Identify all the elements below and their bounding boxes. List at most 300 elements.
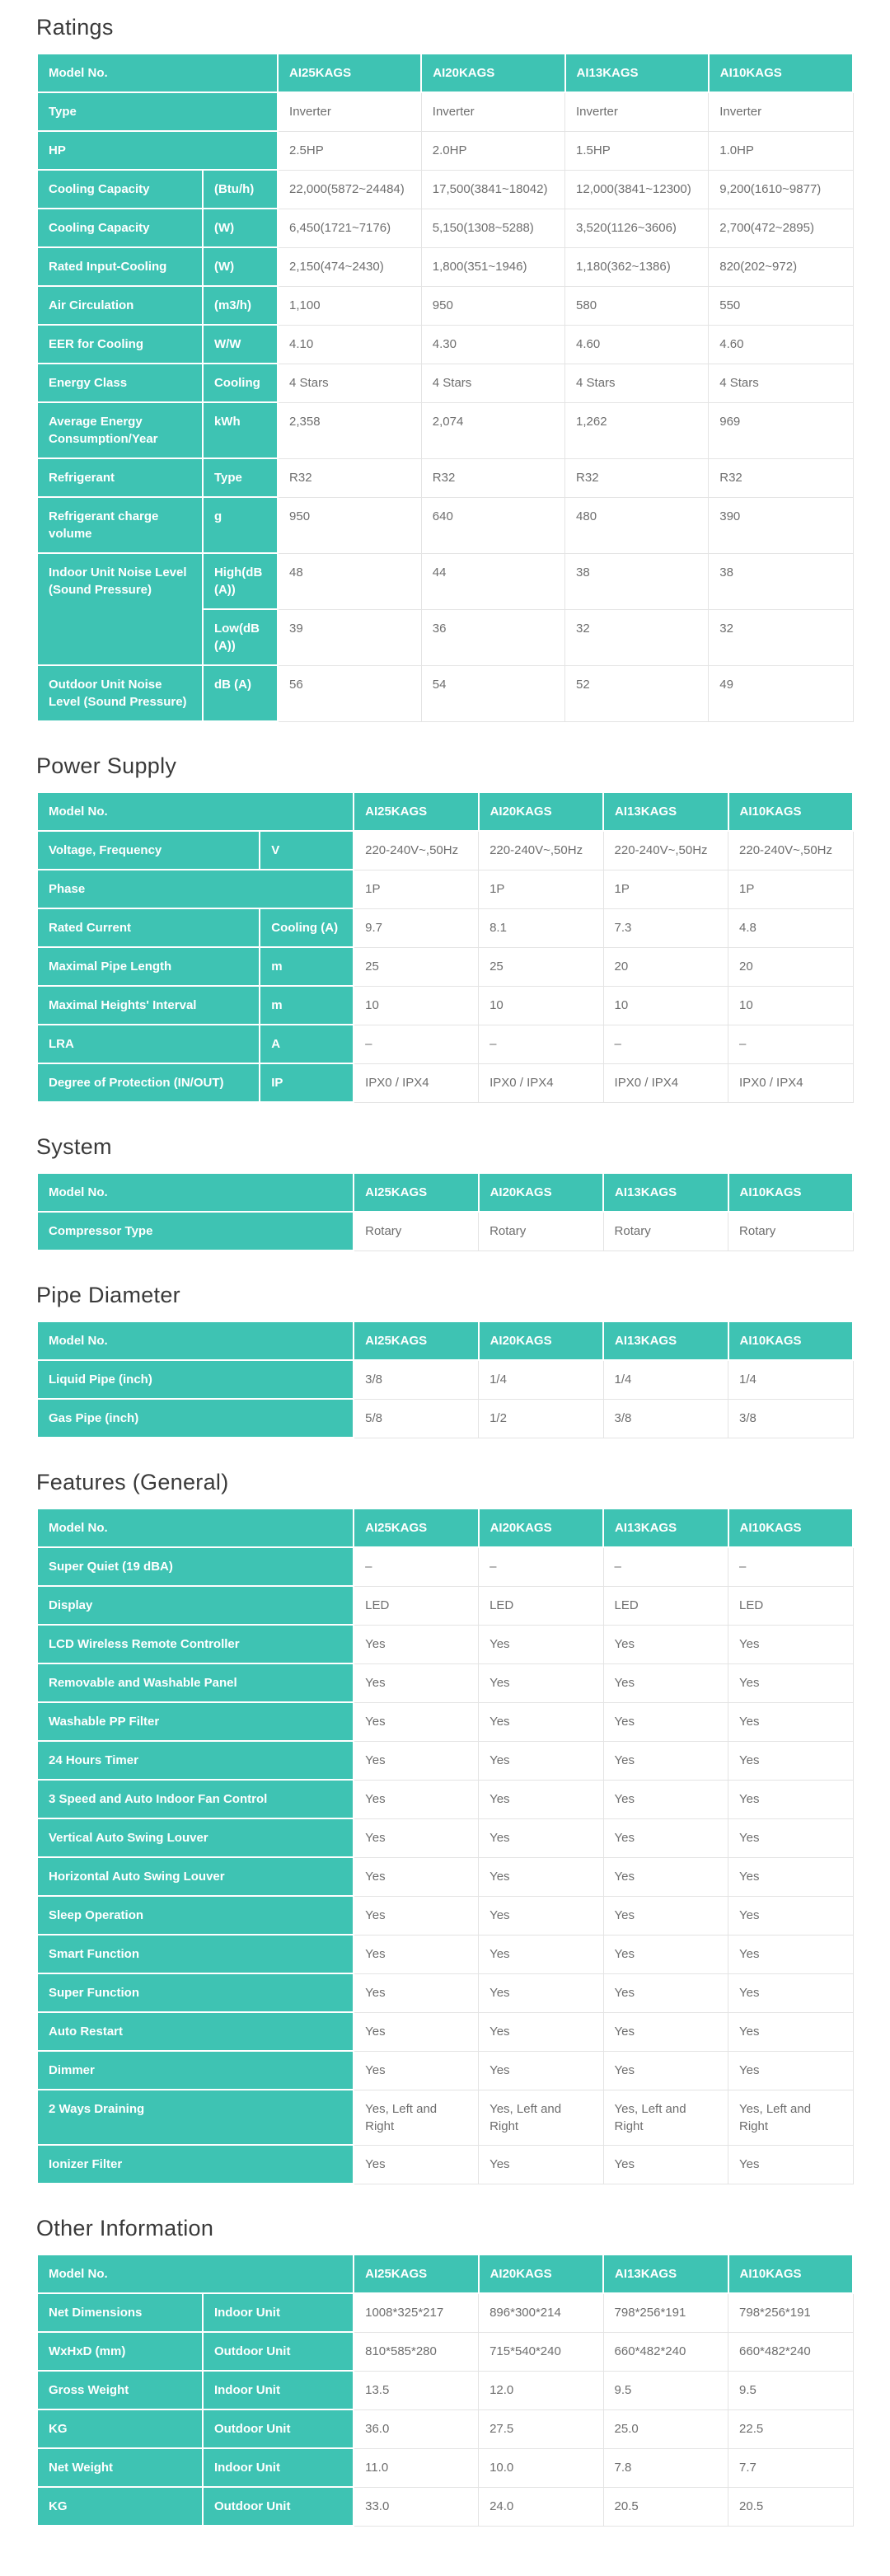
spec-value: Yes, Left and Right — [728, 2090, 853, 2145]
row-sublabel: (W) — [203, 247, 278, 286]
spec-value: 39 — [278, 609, 421, 665]
spec-sections — [36, 15, 854, 2527]
section-title: System — [36, 1134, 112, 1159]
row-sublabel: High(dB (A)) — [203, 553, 278, 609]
model-name: AI25KAGS — [278, 54, 421, 92]
row-label: Voltage, Frequency — [37, 831, 260, 870]
row-sublabel: (Btu/h) — [203, 170, 278, 209]
row-sublabel: IP — [260, 1063, 354, 1102]
model-header-label: Model No. — [37, 54, 278, 92]
spec-row — [37, 2051, 853, 2090]
spec-value: 25 — [479, 947, 603, 986]
spec-row — [37, 1818, 853, 1857]
row-label: Energy Class — [37, 364, 203, 402]
spec-value: 20.5 — [603, 2487, 728, 2526]
spec-value: 950 — [421, 286, 564, 325]
spec-value: 220-240V~,50Hz — [354, 831, 478, 870]
spec-value: – — [728, 1547, 853, 1586]
spec-row — [37, 131, 853, 170]
row-label: Rated Current — [37, 908, 260, 947]
row-label: Gas Pipe (inch) — [37, 1399, 354, 1438]
spec-value: 2,358 — [278, 402, 421, 458]
spec-value: 896*300*214 — [479, 2293, 603, 2332]
spec-row — [37, 1025, 853, 1063]
spec-value: Yes — [728, 2012, 853, 2051]
spec-row — [37, 1896, 853, 1935]
model-name: AI25KAGS — [354, 1173, 478, 1212]
spec-row — [37, 2409, 853, 2448]
spec-page — [36, 15, 854, 2527]
row-sublabel: (W) — [203, 209, 278, 247]
model-name: AI10KAGS — [728, 1173, 853, 1212]
spec-value: Yes — [603, 1935, 728, 1973]
row-sublabel: Type — [203, 458, 278, 497]
spec-value: Yes — [354, 1857, 478, 1896]
spec-row — [37, 947, 853, 986]
row-label: Maximal Heights' Interval — [37, 986, 260, 1025]
model-name: AI25KAGS — [354, 1509, 478, 1547]
spec-value: Yes — [354, 2051, 478, 2090]
spec-value: 715*540*240 — [479, 2332, 603, 2371]
spec-value: R32 — [565, 458, 709, 497]
spec-value: Yes — [479, 2145, 603, 2184]
row-label: Super Quiet (19 dBA) — [37, 1547, 354, 1586]
spec-value: Yes — [603, 1702, 728, 1741]
spec-value: Yes — [728, 1663, 853, 1702]
spec-value: 22.5 — [728, 2409, 853, 2448]
spec-value: Yes — [603, 1973, 728, 2012]
spec-row — [37, 870, 853, 908]
row-label: 3 Speed and Auto Indoor Fan Control — [37, 1780, 354, 1818]
spec-row — [37, 1212, 853, 1250]
spec-row — [37, 1586, 853, 1625]
spec-value: 32 — [565, 609, 709, 665]
row-sublabel: V — [260, 831, 354, 870]
spec-value: – — [354, 1025, 478, 1063]
model-name: AI13KAGS — [565, 54, 709, 92]
model-name: AI20KAGS — [479, 1321, 603, 1360]
spec-table-other-information — [36, 2254, 854, 2527]
spec-value: 550 — [709, 286, 853, 325]
model-name: AI10KAGS — [709, 54, 853, 92]
row-label: KG — [37, 2487, 203, 2526]
spec-row — [37, 1399, 853, 1438]
spec-value: 1008*325*217 — [354, 2293, 478, 2332]
row-sublabel: kWh — [203, 402, 278, 458]
spec-row — [37, 665, 853, 721]
spec-row — [37, 1360, 853, 1399]
section-ratings — [36, 15, 854, 722]
spec-value: 7.7 — [728, 2448, 853, 2487]
spec-row — [37, 2448, 853, 2487]
section-title: Pipe Diameter — [36, 1283, 180, 1307]
spec-value: Yes — [479, 1896, 603, 1935]
spec-value: Yes — [603, 2012, 728, 2051]
row-sublabel: Low(dB (A)) — [203, 609, 278, 665]
spec-value: 969 — [709, 402, 853, 458]
row-label: Super Function — [37, 1973, 354, 2012]
spec-value: 4.8 — [728, 908, 853, 947]
spec-value: – — [354, 1547, 478, 1586]
spec-value: 20.5 — [728, 2487, 853, 2526]
spec-row — [37, 2090, 853, 2145]
spec-value: 220-240V~,50Hz — [479, 831, 603, 870]
spec-value: 4 Stars — [565, 364, 709, 402]
model-name: AI10KAGS — [728, 1509, 853, 1547]
spec-value: 820(202~972) — [709, 247, 853, 286]
row-sublabel: Outdoor Unit — [203, 2487, 354, 2526]
row-label: Liquid Pipe (inch) — [37, 1360, 354, 1399]
row-label: Cooling Capacity — [37, 170, 203, 209]
spec-value: 48 — [278, 553, 421, 609]
spec-value: Yes, Left and Right — [354, 2090, 478, 2145]
spec-value: 9,200(1610~9877) — [709, 170, 853, 209]
spec-value: 2.5HP — [278, 131, 421, 170]
spec-value: 10 — [479, 986, 603, 1025]
model-header-label: Model No. — [37, 1509, 354, 1547]
model-name: AI13KAGS — [603, 1321, 728, 1360]
spec-value: Yes — [603, 2145, 728, 2184]
spec-value: 56 — [278, 665, 421, 721]
spec-value: LED — [603, 1586, 728, 1625]
spec-value: 1.5HP — [565, 131, 709, 170]
row-label: Air Circulation — [37, 286, 203, 325]
spec-row — [37, 170, 853, 209]
spec-value: 4 Stars — [278, 364, 421, 402]
row-label: Compressor Type — [37, 1212, 354, 1250]
spec-value: Yes — [479, 2012, 603, 2051]
row-label: Rated Input-Cooling — [37, 247, 203, 286]
spec-value: Yes — [603, 1741, 728, 1780]
row-label: 2 Ways Draining — [37, 2090, 354, 2145]
model-header-row — [37, 1509, 853, 1547]
spec-value: 3/8 — [728, 1399, 853, 1438]
spec-value: Yes — [479, 1625, 603, 1663]
spec-value: Yes — [354, 2145, 478, 2184]
spec-row — [37, 986, 853, 1025]
spec-value: Yes — [354, 1625, 478, 1663]
spec-value: 27.5 — [479, 2409, 603, 2448]
row-label: KG — [37, 2409, 203, 2448]
spec-value: R32 — [278, 458, 421, 497]
spec-value: 660*482*240 — [603, 2332, 728, 2371]
spec-value: R32 — [421, 458, 564, 497]
model-header-row — [37, 1173, 853, 1212]
spec-row — [37, 831, 853, 870]
row-label: Horizontal Auto Swing Louver — [37, 1857, 354, 1896]
spec-row — [37, 1063, 853, 1102]
spec-value: 810*585*280 — [354, 2332, 478, 2371]
section-pipe-diameter — [36, 1283, 854, 1438]
spec-value: Yes — [728, 2145, 853, 2184]
spec-value: Yes, Left and Right — [479, 2090, 603, 2145]
spec-value: 54 — [421, 665, 564, 721]
section-title: Ratings — [36, 15, 114, 40]
spec-value: 9.5 — [728, 2371, 853, 2409]
spec-value: IPX0 / IPX4 — [728, 1063, 853, 1102]
spec-value: 580 — [565, 286, 709, 325]
row-sublabel: m — [260, 947, 354, 986]
spec-value: 8.1 — [479, 908, 603, 947]
spec-value: Inverter — [709, 92, 853, 131]
model-name: AI20KAGS — [479, 1509, 603, 1547]
spec-value: 1P — [603, 870, 728, 908]
spec-row — [37, 247, 853, 286]
spec-row — [37, 1663, 853, 1702]
spec-value: 7.3 — [603, 908, 728, 947]
spec-row — [37, 458, 853, 497]
spec-value: 38 — [709, 553, 853, 609]
spec-value: 11.0 — [354, 2448, 478, 2487]
row-label: Display — [37, 1586, 354, 1625]
spec-row — [37, 1625, 853, 1663]
row-sublabel: Indoor Unit — [203, 2293, 354, 2332]
model-name: AI13KAGS — [603, 1509, 728, 1547]
spec-value: 38 — [565, 553, 709, 609]
spec-value: Yes — [603, 1857, 728, 1896]
spec-value: 5/8 — [354, 1399, 478, 1438]
model-header-label: Model No. — [37, 792, 354, 831]
row-label: Smart Function — [37, 1935, 354, 1973]
spec-row — [37, 1857, 853, 1896]
spec-row — [37, 364, 853, 402]
model-name: AI20KAGS — [479, 2255, 603, 2293]
spec-row — [37, 2332, 853, 2371]
spec-value: 44 — [421, 553, 564, 609]
row-label: Average Energy Consumption/Year — [37, 402, 203, 458]
spec-value: 36 — [421, 609, 564, 665]
row-label: HP — [37, 131, 278, 170]
spec-value: 3,520(1126~3606) — [565, 209, 709, 247]
spec-value: LED — [728, 1586, 853, 1625]
row-sublabel: W/W — [203, 325, 278, 364]
spec-value: 17,500(3841~18042) — [421, 170, 564, 209]
spec-value: Yes — [479, 1818, 603, 1857]
spec-value: Inverter — [565, 92, 709, 131]
spec-value: 13.5 — [354, 2371, 478, 2409]
spec-row — [37, 1702, 853, 1741]
row-sublabel: Cooling — [203, 364, 278, 402]
spec-value: Yes — [728, 1625, 853, 1663]
spec-value: Rotary — [728, 1212, 853, 1250]
model-name: AI10KAGS — [728, 792, 853, 831]
spec-value: 1,100 — [278, 286, 421, 325]
spec-table-power-supply — [36, 791, 854, 1103]
model-name: AI10KAGS — [728, 1321, 853, 1360]
spec-value: Yes — [354, 2012, 478, 2051]
spec-value: Yes — [728, 1741, 853, 1780]
spec-value: 25.0 — [603, 2409, 728, 2448]
spec-value: 52 — [565, 665, 709, 721]
spec-value: Yes — [479, 1780, 603, 1818]
spec-value: LED — [479, 1586, 603, 1625]
spec-value: 10 — [354, 986, 478, 1025]
row-label: Maximal Pipe Length — [37, 947, 260, 986]
section-title: Other Information — [36, 2216, 214, 2241]
spec-value: 798*256*191 — [728, 2293, 853, 2332]
row-label: 24 Hours Timer — [37, 1741, 354, 1780]
spec-value: 3/8 — [603, 1399, 728, 1438]
spec-value: 4 Stars — [709, 364, 853, 402]
row-label: Net Dimensions — [37, 2293, 203, 2332]
spec-value: Rotary — [354, 1212, 478, 1250]
spec-value: Yes — [728, 1780, 853, 1818]
spec-value: 950 — [278, 497, 421, 553]
spec-value: Yes — [354, 1973, 478, 2012]
spec-value: 6,450(1721~7176) — [278, 209, 421, 247]
spec-value: 2.0HP — [421, 131, 564, 170]
spec-value: Yes — [603, 2051, 728, 2090]
spec-value: Yes — [479, 1935, 603, 1973]
spec-value: Rotary — [479, 1212, 603, 1250]
model-name: AI13KAGS — [603, 2255, 728, 2293]
spec-value: 4 Stars — [421, 364, 564, 402]
spec-value: Yes — [354, 1935, 478, 1973]
row-sublabel: Outdoor Unit — [203, 2332, 354, 2371]
spec-value: Inverter — [421, 92, 564, 131]
spec-value: Yes — [354, 1818, 478, 1857]
spec-value: Yes — [479, 1741, 603, 1780]
spec-value: 480 — [565, 497, 709, 553]
spec-value: 3/8 — [354, 1360, 478, 1399]
spec-value: IPX0 / IPX4 — [479, 1063, 603, 1102]
model-name: AI13KAGS — [603, 1173, 728, 1212]
model-name: AI20KAGS — [421, 54, 564, 92]
row-label: Gross Weight — [37, 2371, 203, 2409]
spec-value: 10 — [603, 986, 728, 1025]
model-name: AI25KAGS — [354, 792, 478, 831]
section-features-general — [36, 1470, 854, 2184]
spec-row — [37, 2012, 853, 2051]
spec-value: Yes — [603, 1663, 728, 1702]
spec-row — [37, 553, 853, 609]
spec-row — [37, 325, 853, 364]
spec-value: Yes — [728, 1935, 853, 1973]
spec-value: 49 — [709, 665, 853, 721]
spec-table-system — [36, 1172, 854, 1251]
row-label: Refrigerant — [37, 458, 203, 497]
spec-row — [37, 908, 853, 947]
spec-value: Yes — [479, 1973, 603, 2012]
spec-value: Yes — [354, 1702, 478, 1741]
spec-value: 4.10 — [278, 325, 421, 364]
spec-value: – — [603, 1547, 728, 1586]
spec-value: 640 — [421, 497, 564, 553]
spec-value: 2,074 — [421, 402, 564, 458]
model-name: AI10KAGS — [728, 2255, 853, 2293]
row-label: Dimmer — [37, 2051, 354, 2090]
model-name: AI13KAGS — [603, 792, 728, 831]
spec-value: 32 — [709, 609, 853, 665]
spec-value: 1P — [728, 870, 853, 908]
spec-value: Yes — [479, 1702, 603, 1741]
model-name: AI20KAGS — [479, 1173, 603, 1212]
spec-value: 7.8 — [603, 2448, 728, 2487]
spec-value: 10 — [728, 986, 853, 1025]
spec-value: 4.60 — [565, 325, 709, 364]
spec-value: Yes — [354, 1663, 478, 1702]
spec-row — [37, 209, 853, 247]
row-label: Cooling Capacity — [37, 209, 203, 247]
row-label: Washable PP Filter — [37, 1702, 354, 1741]
model-name: AI25KAGS — [354, 2255, 478, 2293]
spec-value: Yes — [479, 2051, 603, 2090]
row-label: Removable and Washable Panel — [37, 1663, 354, 1702]
spec-value: Yes — [479, 1663, 603, 1702]
spec-row — [37, 92, 853, 131]
spec-value: Yes — [603, 1818, 728, 1857]
spec-value: 25 — [354, 947, 478, 986]
model-header-row — [37, 2255, 853, 2293]
spec-value: Yes — [728, 1973, 853, 2012]
section-system — [36, 1134, 854, 1251]
spec-value: Yes — [479, 1857, 603, 1896]
model-header-row — [37, 54, 853, 92]
row-sublabel: g — [203, 497, 278, 553]
row-label: EER for Cooling — [37, 325, 203, 364]
row-label: Auto Restart — [37, 2012, 354, 2051]
spec-value: 20 — [603, 947, 728, 986]
spec-value: 390 — [709, 497, 853, 553]
spec-value: 36.0 — [354, 2409, 478, 2448]
spec-value: 12,000(3841~12300) — [565, 170, 709, 209]
spec-value: Yes — [728, 1896, 853, 1935]
spec-value: Yes — [603, 1625, 728, 1663]
row-sublabel: Indoor Unit — [203, 2448, 354, 2487]
spec-row — [37, 286, 853, 325]
spec-value: 220-240V~,50Hz — [603, 831, 728, 870]
spec-value: – — [479, 1547, 603, 1586]
spec-row — [37, 2371, 853, 2409]
spec-row — [37, 1741, 853, 1780]
spec-value: IPX0 / IPX4 — [603, 1063, 728, 1102]
model-name: AI20KAGS — [479, 792, 603, 831]
spec-value: 1,180(362~1386) — [565, 247, 709, 286]
spec-value: 4.30 — [421, 325, 564, 364]
row-label: Sleep Operation — [37, 1896, 354, 1935]
spec-value: 2,150(474~2430) — [278, 247, 421, 286]
spec-value: LED — [354, 1586, 478, 1625]
spec-value: Yes — [603, 1780, 728, 1818]
spec-row — [37, 497, 853, 553]
spec-value: Yes — [603, 1896, 728, 1935]
row-sublabel: m — [260, 986, 354, 1025]
spec-value: Yes — [354, 1780, 478, 1818]
row-label: Vertical Auto Swing Louver — [37, 1818, 354, 1857]
spec-value: Yes — [728, 1702, 853, 1741]
spec-value: 1,262 — [565, 402, 709, 458]
spec-value: 20 — [728, 947, 853, 986]
spec-value: 1P — [479, 870, 603, 908]
spec-value: 1P — [354, 870, 478, 908]
row-label: Refrigerant charge volume — [37, 497, 203, 553]
spec-value: Inverter — [278, 92, 421, 131]
section-title: Power Supply — [36, 753, 177, 778]
row-sublabel: Indoor Unit — [203, 2371, 354, 2409]
model-header-row — [37, 1321, 853, 1360]
row-label: Outdoor Unit Noise Level (Sound Pressure) — [37, 665, 203, 721]
spec-value: 1/4 — [728, 1360, 853, 1399]
spec-value: Yes — [354, 1741, 478, 1780]
spec-value: 1.0HP — [709, 131, 853, 170]
spec-value: Yes — [728, 2051, 853, 2090]
spec-value: Yes — [728, 1857, 853, 1896]
row-label: Phase — [37, 870, 354, 908]
model-header-label: Model No. — [37, 1321, 354, 1360]
spec-value: R32 — [709, 458, 853, 497]
spec-row — [37, 2487, 853, 2526]
model-header-label: Model No. — [37, 1173, 354, 1212]
